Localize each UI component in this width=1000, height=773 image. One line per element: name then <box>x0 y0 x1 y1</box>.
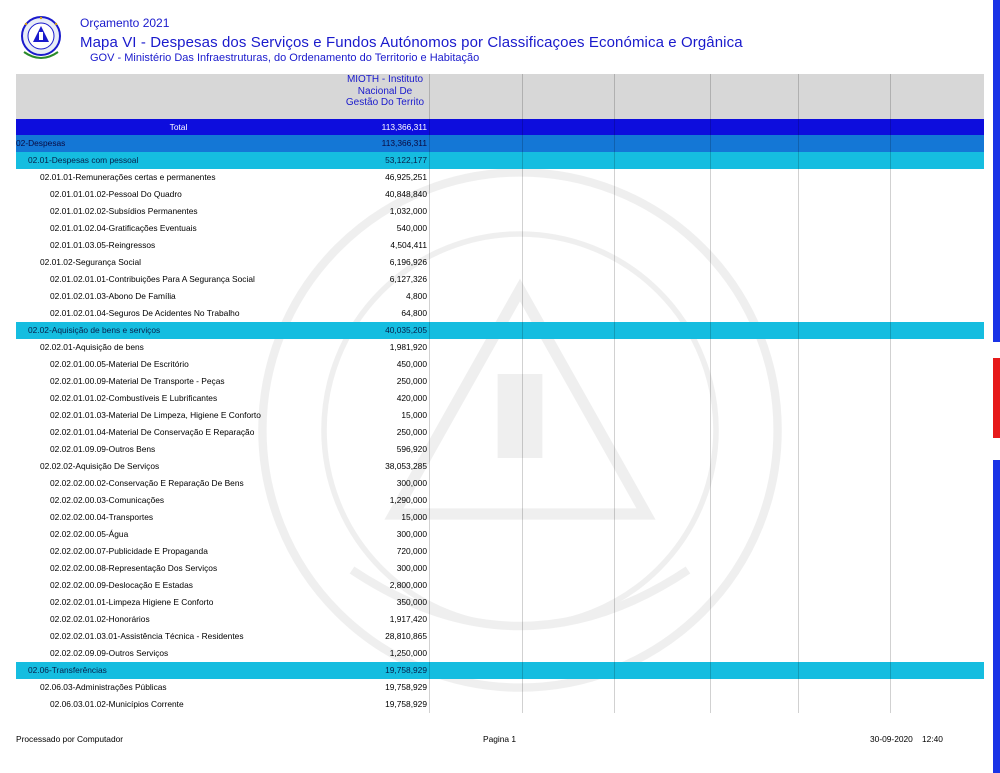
budget-year-label: Orçamento 2021 <box>80 16 170 30</box>
footer-page-number: Pagina 1 <box>483 734 517 744</box>
row-value: 450,000 <box>396 359 427 369</box>
row-value: 1,250,000 <box>389 648 427 658</box>
row-value: 1,032,000 <box>389 206 427 216</box>
row-value: 6,127,326 <box>389 274 427 284</box>
table-row <box>16 203 984 220</box>
row-label: 02.02.01.01.04-Material De Conservação E Reparação <box>50 427 255 437</box>
table-row <box>16 135 984 152</box>
table-row <box>16 254 984 271</box>
row-label: 02.01.01.03.05-Reingressos <box>50 240 156 250</box>
row-value: 420,000 <box>396 393 427 403</box>
table-row <box>16 424 984 441</box>
table-row <box>16 186 984 203</box>
row-label: 02.02.02-Aquisição De Serviços <box>40 461 160 471</box>
footer-time: 12:40 <box>922 734 943 744</box>
table-row <box>16 696 984 713</box>
row-value: 40,035,205 <box>385 325 427 335</box>
table-row <box>16 322 984 339</box>
table-row <box>16 543 984 560</box>
row-label: 02.01-Despesas com pessoal <box>28 155 139 165</box>
row-value: 300,000 <box>396 563 427 573</box>
row-value: 19,758,929 <box>385 699 427 709</box>
table-row <box>16 152 984 169</box>
row-label: 02.02.02.00.05-Água <box>50 529 129 539</box>
row-label: 02.01.02.01.01-Contribuições Para A Segurança Social <box>50 274 255 284</box>
expense-table <box>16 74 984 713</box>
row-value: 596,920 <box>396 444 427 454</box>
row-label: 02.06.03.01.02-Municípios Corrente <box>50 699 184 709</box>
row-label: 02.02.02.01.01-Limpeza Higiene E Conforto <box>50 597 214 607</box>
table-row <box>16 305 984 322</box>
table-row <box>16 288 984 305</box>
row-value: 4,800 <box>406 291 427 301</box>
row-label: 02.01.02-Segurança Social <box>40 257 142 267</box>
cape-verde-emblem-icon <box>18 14 64 64</box>
table-row <box>16 373 984 390</box>
table-row <box>16 509 984 526</box>
row-value: 6,196,926 <box>389 257 427 267</box>
table-row <box>16 526 984 543</box>
table-row <box>16 492 984 509</box>
footer-processed-by: Processado por Computador <box>16 734 124 744</box>
total-value: 113,366,311 <box>381 122 427 132</box>
row-value: 720,000 <box>396 546 427 556</box>
table-row <box>16 679 984 696</box>
row-label: 02.02.02.09.09-Outros Serviços <box>50 648 169 658</box>
table-row <box>16 645 984 662</box>
row-value: 4,504,411 <box>390 240 427 250</box>
table-row <box>16 475 984 492</box>
institution-column-title: MIOTH - Instituto Nacional De Gestão Do Territo <box>345 74 425 108</box>
table-row <box>16 577 984 594</box>
row-label: 02.01.02.01.03-Abono De Família <box>50 291 176 301</box>
row-label: 02.02.02.00.04-Transportes <box>50 512 154 522</box>
row-label: 02.06-Transferências <box>28 665 107 675</box>
row-value: 38,053,285 <box>385 461 427 471</box>
table-row <box>16 220 984 237</box>
table-column-header <box>16 74 984 119</box>
row-value: 64,800 <box>401 308 427 318</box>
table-body <box>16 135 984 713</box>
row-label: 02.02.02.01.02-Honorários <box>50 614 150 624</box>
row-label: 02.02.02.00.08-Representação Dos Serviços <box>50 563 218 573</box>
edge-bar-blue-top <box>993 0 1000 342</box>
row-value: 1,917,420 <box>389 614 427 624</box>
table-row <box>16 560 984 577</box>
row-value: 15,000 <box>401 512 427 522</box>
table-row <box>16 169 984 186</box>
row-value: 19,758,929 <box>385 682 427 692</box>
table-row <box>16 271 984 288</box>
row-value: 250,000 <box>396 376 427 386</box>
table-row <box>16 441 984 458</box>
row-label: 02.02.01.00.09-Material De Transporte - Peças <box>50 376 225 386</box>
row-value: 250,000 <box>396 427 427 437</box>
row-label: 02.02.01.09.09-Outros Bens <box>50 444 156 454</box>
row-value: 540,000 <box>396 223 427 233</box>
table-row <box>16 628 984 645</box>
row-value: 15,000 <box>401 410 427 420</box>
edge-bar-blue-bottom <box>993 460 1000 773</box>
row-label: 02.01.01-Remunerações certas e permanentes <box>40 172 216 182</box>
row-label: 02.02.01.01.02-Combustíveis E Lubrificantes <box>50 393 218 403</box>
row-value: 46,925,251 <box>385 172 427 182</box>
total-label: Total <box>169 122 188 132</box>
table-row <box>16 356 984 373</box>
row-value: 1,981,920 <box>389 342 427 352</box>
table-row <box>16 662 984 679</box>
row-label: 02.02.02.00.07-Publicidade E Propaganda <box>50 546 208 556</box>
ministry-subtitle: GOV - Ministério Das Infraestruturas, do Ordenamento do Territorio e Habitação <box>90 52 480 64</box>
row-value: 28,810,865 <box>385 631 427 641</box>
row-label: 02.01.01.02.02-Subsídios Permanentes <box>50 206 198 216</box>
row-label: 02.01.02.01.04-Seguros De Acidentes No Trabalho <box>50 308 240 318</box>
table-row <box>16 594 984 611</box>
total-row <box>16 119 984 135</box>
table-row <box>16 339 984 356</box>
row-label: 02.02.02.00.02-Conservação E Reparação De Bens <box>50 478 244 488</box>
row-value: 300,000 <box>396 478 427 488</box>
table-row <box>16 390 984 407</box>
footer-date: 30-09-2020 <box>870 734 913 744</box>
row-value: 40,848,840 <box>385 189 427 199</box>
report-title: Mapa VI - Despesas dos Serviços e Fundos Autónomos por Classificaçoes Económica e Orgânica <box>80 34 743 51</box>
row-value: 1,290,000 <box>389 495 427 505</box>
row-label: 02.06.03-Administrações Públicas <box>40 682 167 692</box>
row-label: 02.02.02.00.09-Deslocação E Estadas <box>50 580 193 590</box>
row-label: 02.02-Aquisição de bens e serviços <box>28 325 161 335</box>
row-label: 02-Despesas <box>16 138 66 148</box>
table-row <box>16 611 984 628</box>
row-value: 19,758,929 <box>385 665 427 675</box>
table-row <box>16 237 984 254</box>
row-value: 2,800,000 <box>389 580 427 590</box>
row-value: 53,122,177 <box>385 155 427 165</box>
row-label: 02.02.02.01.03.01-Assistência Técnica - Residentes <box>50 631 244 641</box>
table-row <box>16 407 984 424</box>
row-label: 02.01.01.02.04-Gratificações Eventuais <box>50 223 197 233</box>
row-value: 350,000 <box>396 597 427 607</box>
row-label: 02.02.02.00.03-Comunicações <box>50 495 165 505</box>
row-value: 113,366,311 <box>381 138 427 148</box>
row-label: 02.02.01-Aquisição de bens <box>40 342 144 352</box>
row-label: 02.02.01.01.03-Material De Limpeza, Higiene E Conforto <box>50 410 261 420</box>
edge-bar-red <box>993 358 1000 438</box>
table-row <box>16 458 984 475</box>
row-value: 300,000 <box>396 529 427 539</box>
row-label: 02.01.01.01.02-Pessoal Do Quadro <box>50 189 182 199</box>
row-label: 02.02.01.00.05-Material De Escritório <box>50 359 189 369</box>
